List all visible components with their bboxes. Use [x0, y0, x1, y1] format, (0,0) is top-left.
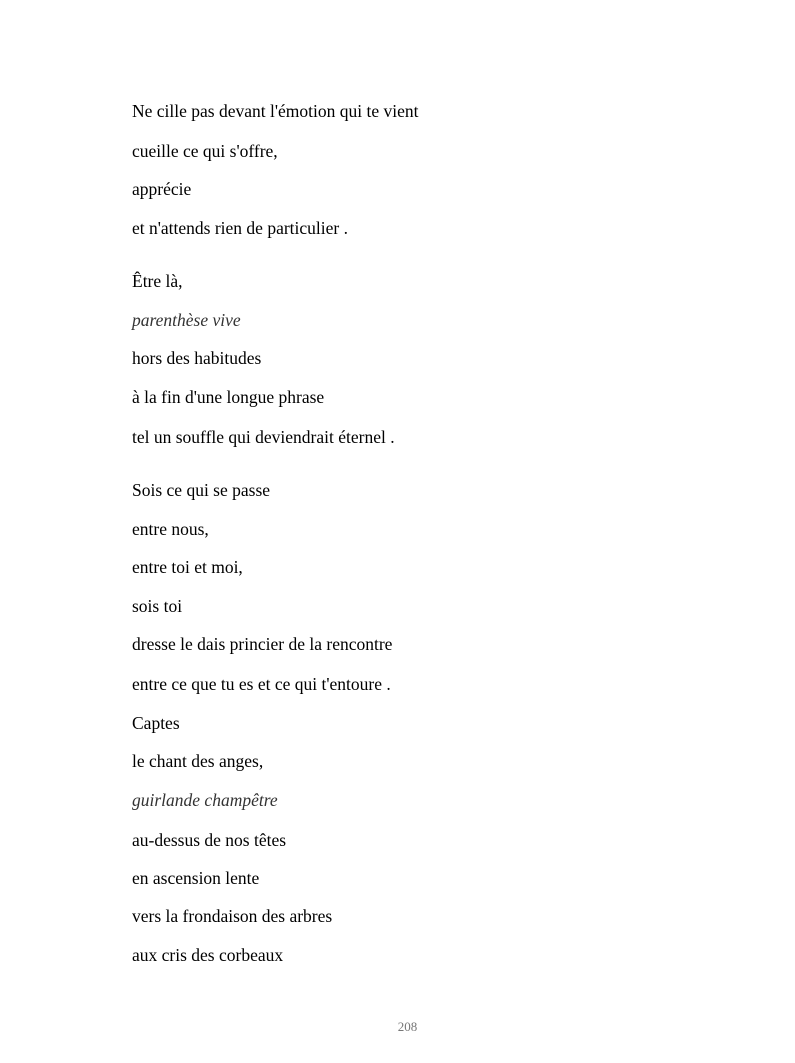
poem-line-italic: parenthèse vive — [132, 310, 241, 330]
poem-line: tel un souffle qui deviendrait éternel . — [132, 427, 395, 447]
poem-line: au-dessus de nos têtes — [132, 830, 287, 850]
poem-line: aux cris des corbeaux — [132, 945, 284, 965]
poem-line: vers la frondaison des arbres — [132, 906, 333, 926]
poem-line: entre nous, — [132, 519, 209, 539]
poem-line: Être là, — [132, 271, 183, 291]
poem-line: sois toi — [132, 596, 183, 616]
page-number: 208 — [397, 1019, 418, 1034]
poem-line: entre ce que tu es et ce qui t'entoure . — [132, 674, 391, 694]
poem-line: apprécie — [132, 179, 192, 199]
poem-line: dresse le dais princier de la rencontre — [132, 634, 393, 654]
poem-line: hors des habitudes — [132, 348, 262, 368]
poem-line: entre toi et moi, — [132, 557, 243, 577]
poem-line: à la fin d'une longue phrase — [132, 387, 325, 407]
poem-line: le chant des anges, — [132, 751, 264, 771]
poem-line: Ne cille pas devant l'émotion qui te vient — [132, 101, 419, 121]
poem-line-italic: guirlande champêtre — [132, 790, 278, 810]
poem-line: et n'attends rien de particulier . — [132, 218, 348, 238]
poem-line: cueille ce qui s'offre, — [132, 141, 278, 161]
poem-line: en ascension lente — [132, 868, 260, 888]
poem-line: Captes — [132, 713, 180, 733]
poem-line: Sois ce qui se passe — [132, 480, 271, 500]
